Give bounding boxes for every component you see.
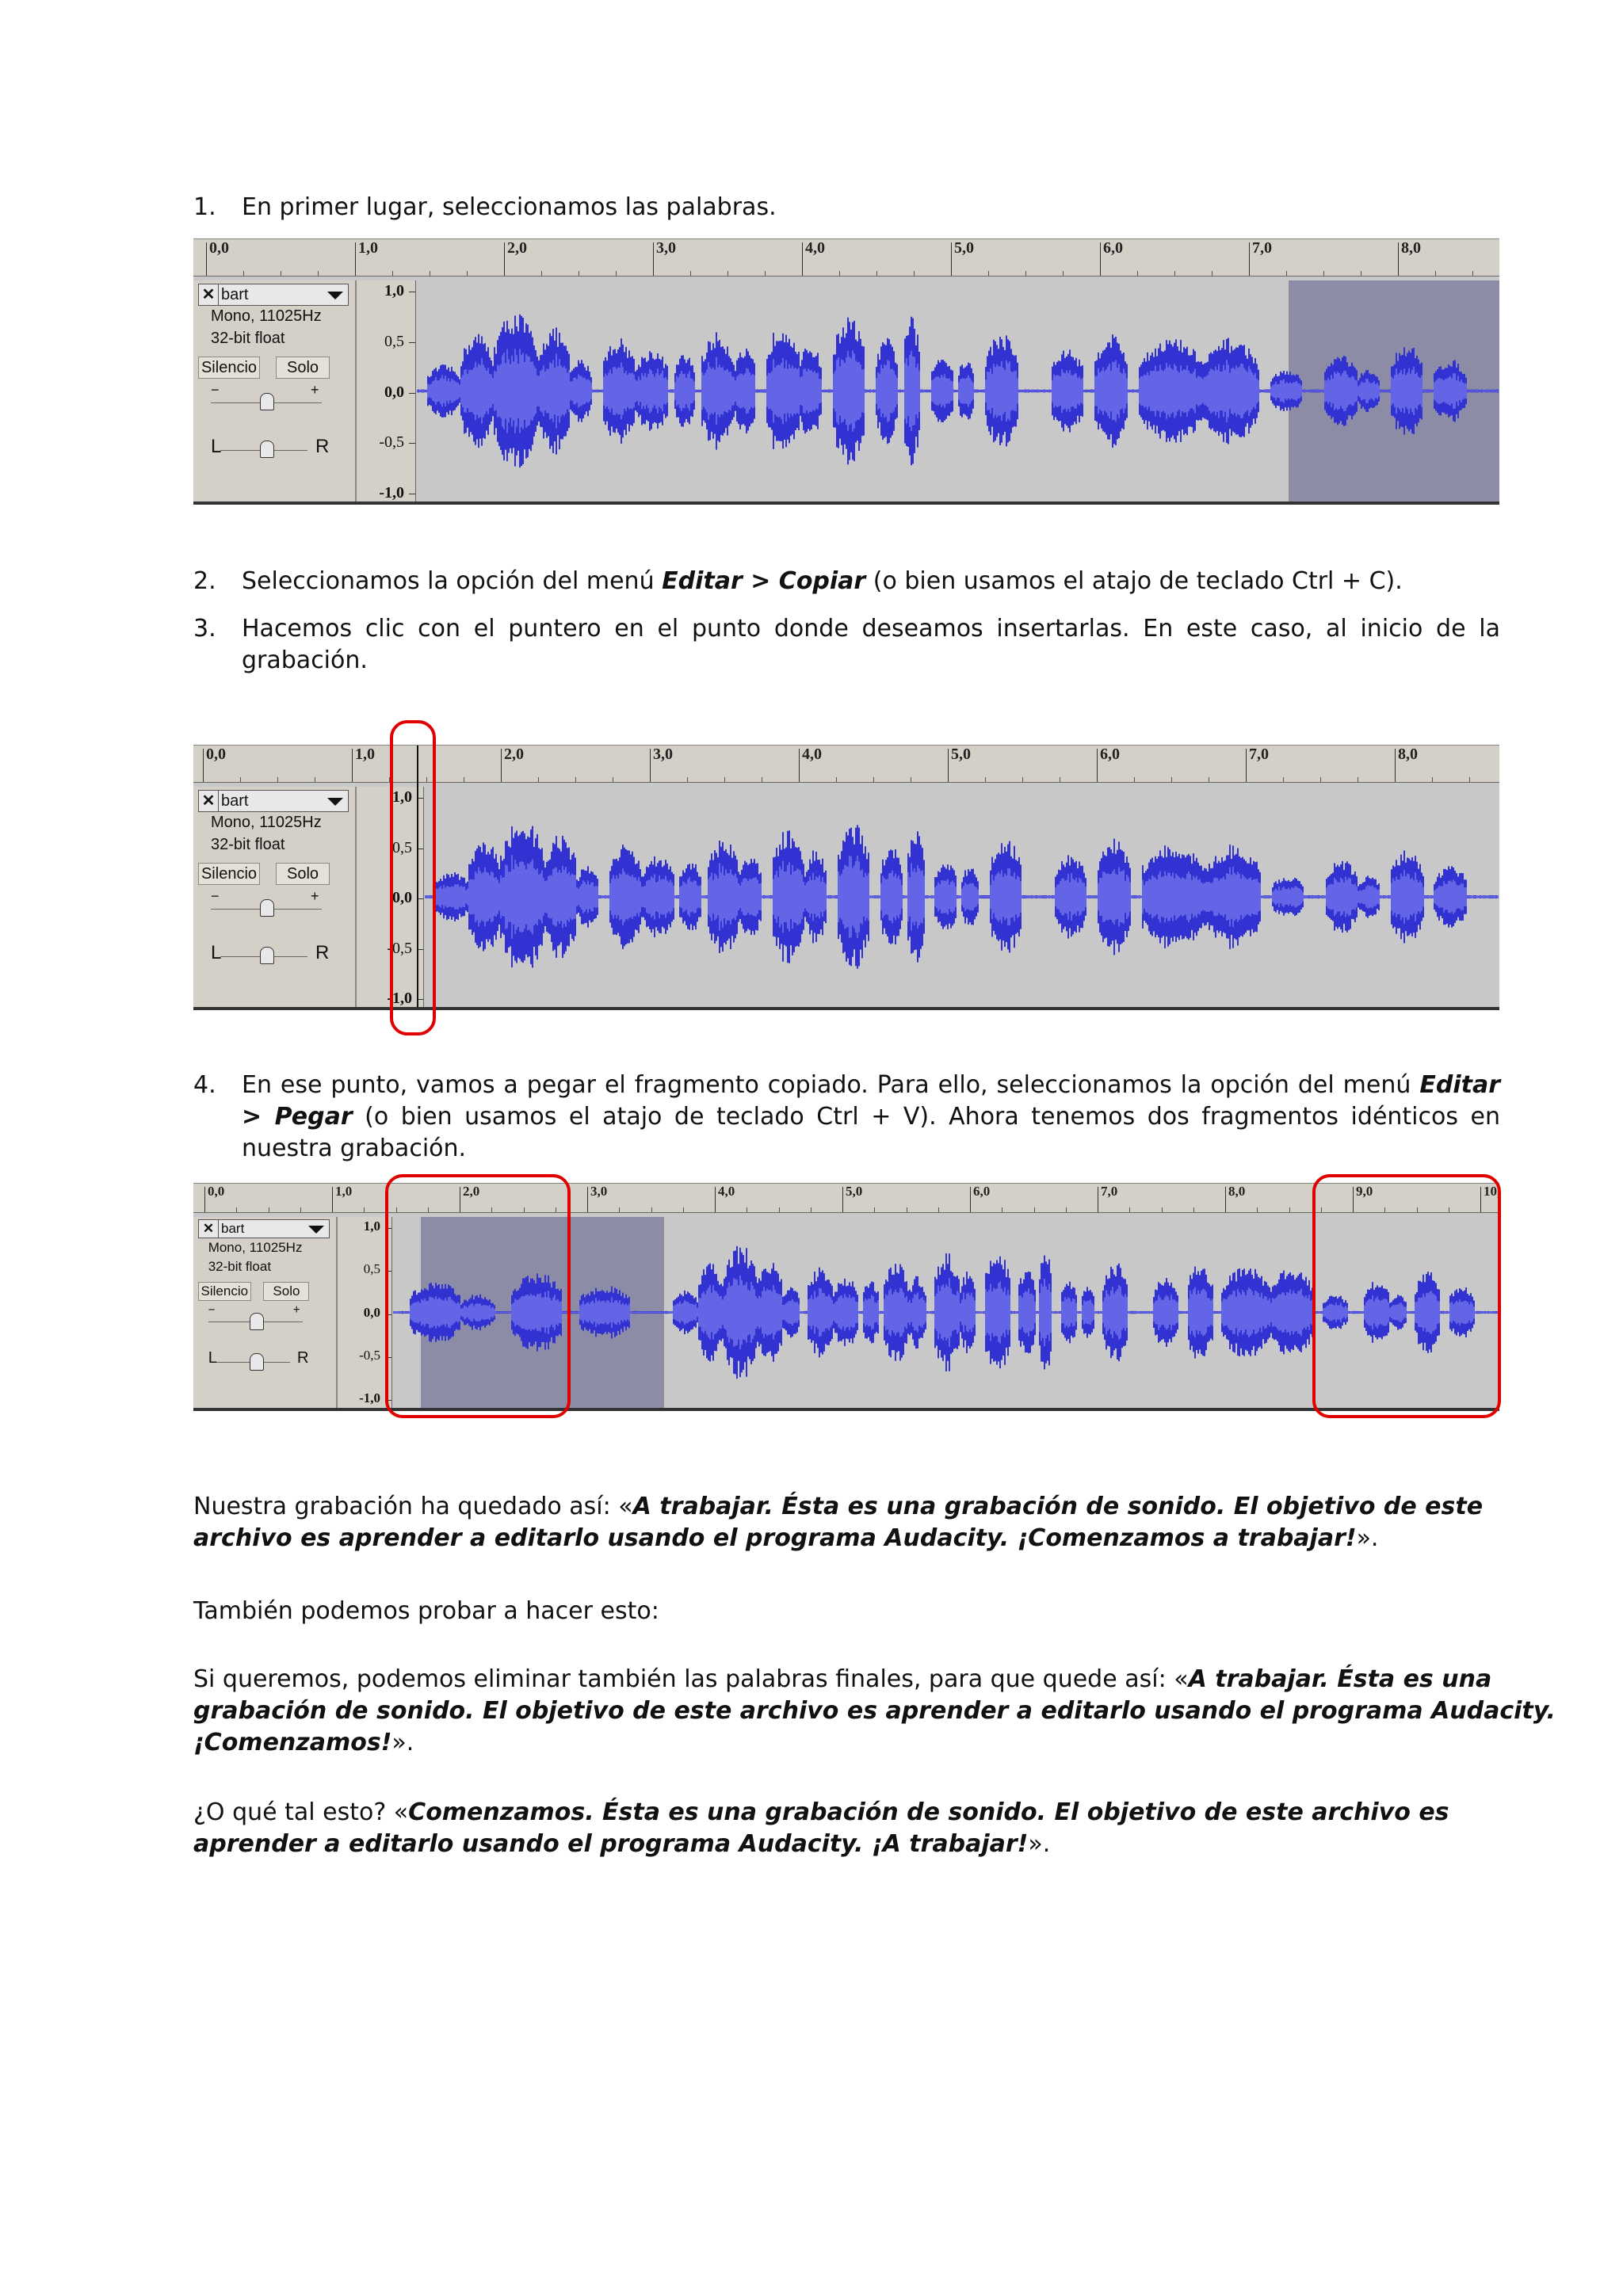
scale-tick-label: -1,0 xyxy=(359,1390,380,1405)
step-text: En ese punto, vamos a pegar el fragmento copiado. Para ello, seleccionamos la opción del menú Editar > Pegar (o bien usamos el atajo de teclado Ctrl + V). Ahora tenemos dos fragmentos idénticos en nuestra grabación. xyxy=(242,1071,1500,1162)
ruler-major-tick xyxy=(1097,749,1098,782)
ruler-major-tick xyxy=(587,1187,588,1212)
ruler-major-tick xyxy=(650,749,651,782)
track-control-panel xyxy=(193,1217,338,1408)
gain-slider-knob[interactable] xyxy=(260,899,274,917)
ruler-major-tick xyxy=(352,749,353,782)
ruler-major-tick xyxy=(1398,242,1399,276)
ruler-tick-label: 3,0 xyxy=(653,746,673,763)
ruler-major-tick xyxy=(355,242,356,276)
chevron-down-icon[interactable] xyxy=(327,292,343,299)
step-number: 4. xyxy=(193,1071,216,1099)
track-name-menu[interactable] xyxy=(198,790,349,812)
mute-button[interactable]: Silencio xyxy=(198,1282,251,1301)
ruler-tick-label: 10, xyxy=(1484,1184,1501,1199)
ruler-tick-label: 0,0 xyxy=(209,239,229,257)
ruler-major-tick xyxy=(951,242,952,276)
ruler-minor-tick xyxy=(1025,271,1026,276)
ruler-minor-tick xyxy=(988,271,989,276)
ruler-minor-tick xyxy=(651,1207,652,1212)
ruler-major-tick xyxy=(1100,242,1101,276)
step-text: En primer lugar, seleccionamos las palabras. xyxy=(242,193,777,221)
ruler-tick-label: 6,0 xyxy=(1100,746,1120,763)
gain-minus-label: − xyxy=(211,382,220,398)
result-paragraph: Nuestra grabación ha quedado así: «A trabajar. Ésta es una grabación de sonido. El objetivo de este archivo es aprender a editarlo usando el programa Audacity. ¡Comenzamos a trabajar!». xyxy=(193,1493,1484,1552)
ruler-major-tick xyxy=(501,749,502,782)
ruler-minor-tick xyxy=(619,1207,620,1212)
scale-tick-label: 1,0 xyxy=(392,788,412,806)
ruler-minor-tick xyxy=(687,777,688,782)
audacity-screenshot-paste xyxy=(193,1183,1499,1411)
pan-left-label: L xyxy=(211,942,222,963)
step-text: Seleccionamos la opción del menú Editar > Copiar (o bien usamos el atajo de teclado Ctrl + C). xyxy=(242,567,1403,595)
ruler-major-tick xyxy=(653,242,654,276)
ruler-major-tick xyxy=(206,242,207,276)
ruler-tick-label: 0,0 xyxy=(208,1184,225,1199)
track-control-panel xyxy=(193,280,357,502)
also-paragraph: También podemos probar a hacer esto: xyxy=(193,1597,659,1625)
ruler-minor-tick xyxy=(779,1207,780,1212)
scale-tick-label: 0,0 xyxy=(384,383,404,401)
ruler-minor-tick xyxy=(240,777,241,782)
waveform-area[interactable] xyxy=(417,280,1499,502)
ruler-minor-tick xyxy=(690,271,691,276)
ruler-tick-label: 8,0 xyxy=(1228,1184,1246,1199)
ruler-minor-tick xyxy=(765,271,766,276)
waveform xyxy=(425,787,1499,1007)
scale-tick-label: -0,5 xyxy=(379,433,404,452)
pan-left-label: L xyxy=(211,436,222,457)
ruler-minor-tick xyxy=(1066,1207,1067,1212)
ruler-tick-label: 7,0 xyxy=(1249,746,1269,763)
ruler-major-tick xyxy=(1249,242,1250,276)
ruler-major-tick xyxy=(504,242,505,276)
ruler-minor-tick xyxy=(277,777,278,782)
scale-tick-label: 0,5 xyxy=(392,838,412,856)
ruler-minor-tick xyxy=(839,271,840,276)
pan-slider-knob[interactable] xyxy=(260,441,274,458)
swap-paragraph: ¿O qué tal esto? «Comenzamos. Ésta es una grabación de sonido. El objetivo de este archivo es aprender a editarlo usando el programa Audacity. ¡A trabajar!». xyxy=(193,1798,1449,1858)
scale-tick-label: -0,5 xyxy=(359,1347,380,1363)
ruler-tick-label: 5,0 xyxy=(954,239,974,257)
ruler-major-tick xyxy=(799,749,800,782)
ruler-minor-tick xyxy=(985,777,986,782)
scale-tick-label: 0,5 xyxy=(384,332,404,350)
ruler-minor-tick xyxy=(616,271,617,276)
scale-tick-label: 0,5 xyxy=(363,1261,380,1277)
pan-right-label: R xyxy=(296,1348,309,1367)
ruler-minor-tick xyxy=(1323,271,1324,276)
ruler-minor-tick xyxy=(1320,777,1321,782)
ruler-tick-label: 1,0 xyxy=(358,239,378,257)
ruler-minor-tick xyxy=(1435,271,1436,276)
track-format-label: Mono, 11025Hz xyxy=(211,307,322,325)
ruler-tick-label: 0,0 xyxy=(206,746,226,763)
ruler-minor-tick xyxy=(1171,777,1172,782)
close-track-icon[interactable]: ✕ xyxy=(199,791,219,811)
ruler-tick-label: 4,0 xyxy=(802,746,822,763)
audacity-screenshot-cursor xyxy=(193,745,1499,1010)
ruler-tick-label: 8,0 xyxy=(1401,239,1421,257)
waveform xyxy=(417,280,1499,502)
pan-left-label: L xyxy=(208,1348,218,1367)
chevron-down-icon[interactable] xyxy=(327,798,343,806)
step-number: 1. xyxy=(193,193,216,221)
ruler-minor-tick xyxy=(1174,271,1175,276)
ruler-minor-tick xyxy=(1286,271,1287,276)
gain-slider-knob[interactable] xyxy=(260,393,274,410)
ruler-tick-label: 1,0 xyxy=(355,746,375,763)
ruler-minor-tick xyxy=(392,271,393,276)
ruler-major-tick xyxy=(802,242,803,276)
scale-tick xyxy=(409,393,415,394)
track-format-label: Mono, 11025Hz xyxy=(208,1239,303,1255)
track-name-label: bart xyxy=(221,1221,245,1237)
ruler-minor-tick xyxy=(575,777,576,782)
ruler-minor-tick xyxy=(1137,271,1138,276)
timeline-ruler[interactable] xyxy=(193,239,1499,277)
ruler-tick-label: 2,0 xyxy=(504,746,524,763)
pan-right-label: R xyxy=(315,942,330,963)
ruler-major-tick xyxy=(715,1187,716,1212)
solo-button[interactable]: Solo xyxy=(276,863,330,885)
ruler-minor-tick xyxy=(724,777,725,782)
ruler-minor-tick xyxy=(1283,777,1284,782)
scale-tick xyxy=(409,342,415,343)
ruler-major-tick xyxy=(970,1187,971,1212)
ruler-tick-label: 7,0 xyxy=(1252,239,1272,257)
ruler-minor-tick xyxy=(318,271,319,276)
ruler-minor-tick xyxy=(1162,1207,1163,1212)
highlight-box xyxy=(390,720,436,1035)
ruler-major-tick xyxy=(332,1187,333,1212)
chevron-down-icon[interactable] xyxy=(308,1226,324,1234)
ruler-minor-tick xyxy=(836,777,837,782)
amplitude-scale xyxy=(357,280,416,502)
ruler-minor-tick xyxy=(538,777,539,782)
ruler-major-tick xyxy=(1395,749,1396,782)
track-name-menu[interactable] xyxy=(198,1219,330,1238)
gain-plus-label: + xyxy=(311,888,319,904)
ruler-major-tick xyxy=(1225,1187,1226,1212)
ruler-tick-label: 7,0 xyxy=(1101,1184,1118,1199)
ruler-tick-label: 2,0 xyxy=(463,1184,480,1199)
ruler-minor-tick xyxy=(300,1207,301,1212)
scale-tick-label: -0,5 xyxy=(387,939,412,957)
scale-tick-label: 1,0 xyxy=(363,1219,380,1234)
ruler-tick-label: 5,0 xyxy=(846,1184,863,1199)
track-name-label: bart xyxy=(221,286,249,303)
ruler-minor-tick xyxy=(1129,1207,1130,1212)
waveform-area[interactable] xyxy=(425,787,1499,1007)
scale-tick-label: 0,0 xyxy=(363,1304,380,1320)
ruler-major-tick xyxy=(203,749,204,782)
amplitude-scale xyxy=(338,1217,392,1408)
ruler-major-tick xyxy=(842,1187,843,1212)
ruler-minor-tick xyxy=(1134,777,1135,782)
ruler-tick-label: 3,0 xyxy=(590,1184,608,1199)
ruler-minor-tick xyxy=(1063,271,1064,276)
ruler-tick-label: 4,0 xyxy=(805,239,825,257)
mute-button[interactable]: Silencio xyxy=(198,357,260,379)
ruler-tick-label: 6,0 xyxy=(973,1184,991,1199)
track-name-label: bart xyxy=(221,792,249,810)
ruler-minor-tick xyxy=(1022,777,1023,782)
step-number: 2. xyxy=(193,567,216,595)
ruler-tick-label: 3,0 xyxy=(656,239,676,257)
ruler-minor-tick xyxy=(1432,777,1433,782)
ruler-minor-tick xyxy=(876,271,877,276)
scale-tick-label: 1,0 xyxy=(384,282,404,299)
ruler-minor-tick xyxy=(1034,1207,1035,1212)
solo-button[interactable]: Solo xyxy=(263,1282,309,1301)
ruler-tick-label: 5,0 xyxy=(951,746,971,763)
ruler-tick-label: 4,0 xyxy=(718,1184,735,1199)
close-track-icon[interactable]: ✕ xyxy=(199,284,219,305)
gain-minus-label: − xyxy=(211,888,220,904)
gain-plus-label: + xyxy=(292,1302,300,1317)
ruler-minor-tick xyxy=(727,271,728,276)
ruler-tick-label: 2,0 xyxy=(507,239,527,257)
pan-slider-knob[interactable] xyxy=(250,1353,264,1371)
ruler-minor-tick xyxy=(1469,777,1470,782)
ruler-minor-tick xyxy=(873,777,874,782)
step-number: 3. xyxy=(193,615,216,643)
scale-tick-label: 0,0 xyxy=(392,889,412,906)
gain-minus-label: − xyxy=(208,1302,216,1317)
ruler-minor-tick xyxy=(683,1207,684,1212)
track-bitdepth-label: 32-bit float xyxy=(211,836,285,853)
track-bitdepth-label: 32-bit float xyxy=(211,330,285,347)
highlight-box-original xyxy=(1312,1174,1501,1418)
ruler-minor-tick xyxy=(236,1207,237,1212)
ruler-minor-tick xyxy=(874,1207,875,1212)
ruler-minor-tick xyxy=(1472,271,1473,276)
ruler-minor-tick xyxy=(811,1207,812,1212)
ruler-minor-tick xyxy=(541,271,542,276)
ruler-minor-tick xyxy=(1257,1207,1258,1212)
ruler-minor-tick xyxy=(914,271,915,276)
mute-button[interactable]: Silencio xyxy=(198,863,260,885)
scale-tick xyxy=(409,443,415,444)
ruler-minor-tick xyxy=(1193,1207,1194,1212)
close-track-icon[interactable]: ✕ xyxy=(199,1220,219,1238)
ruler-minor-tick xyxy=(243,271,244,276)
scale-tick-label: -1,0 xyxy=(387,990,412,1007)
ruler-minor-tick xyxy=(467,271,468,276)
step-text: Hacemos clic con el puntero en el punto donde deseamos insertarlas. En este caso, al inicio de la grabación. xyxy=(242,615,1500,674)
gain-plus-label: + xyxy=(311,382,319,398)
ruler-tick-label: 1,0 xyxy=(335,1184,353,1199)
track-name-menu[interactable] xyxy=(198,284,349,306)
track-bitdepth-label: 32-bit float xyxy=(208,1258,272,1274)
scale-tick-label: -1,0 xyxy=(379,484,404,502)
ruler-major-tick xyxy=(948,749,949,782)
ruler-tick-label: 6,0 xyxy=(1103,239,1123,257)
ruler-minor-tick xyxy=(938,1207,939,1212)
ruler-major-tick xyxy=(204,1187,205,1212)
pan-right-label: R xyxy=(315,436,330,457)
pan-slider-knob[interactable] xyxy=(260,947,274,964)
audacity-screenshot-selection xyxy=(193,238,1499,505)
highlight-box-pasted xyxy=(385,1174,571,1418)
ruler-major-tick xyxy=(1246,749,1247,782)
gain-slider-knob[interactable] xyxy=(250,1313,264,1330)
ruler-minor-tick xyxy=(1289,1207,1290,1212)
solo-button[interactable]: Solo xyxy=(276,357,330,379)
ruler-tick-label: 9,0 xyxy=(1356,1184,1373,1199)
track-control-panel xyxy=(193,787,357,1007)
track-format-label: Mono, 11025Hz xyxy=(211,814,322,831)
remove-paragraph: Si queremos, podemos eliminar también las palabras finales, para que quede así: «A trabajar. Ésta es una grabación de sonido. El objetivo de este archivo es aprender a editarlo usando el programa Audacity. ¡Comenzamos!». xyxy=(193,1665,1556,1756)
ruler-tick-label: 8,0 xyxy=(1398,746,1418,763)
ruler-minor-tick xyxy=(364,1207,365,1212)
